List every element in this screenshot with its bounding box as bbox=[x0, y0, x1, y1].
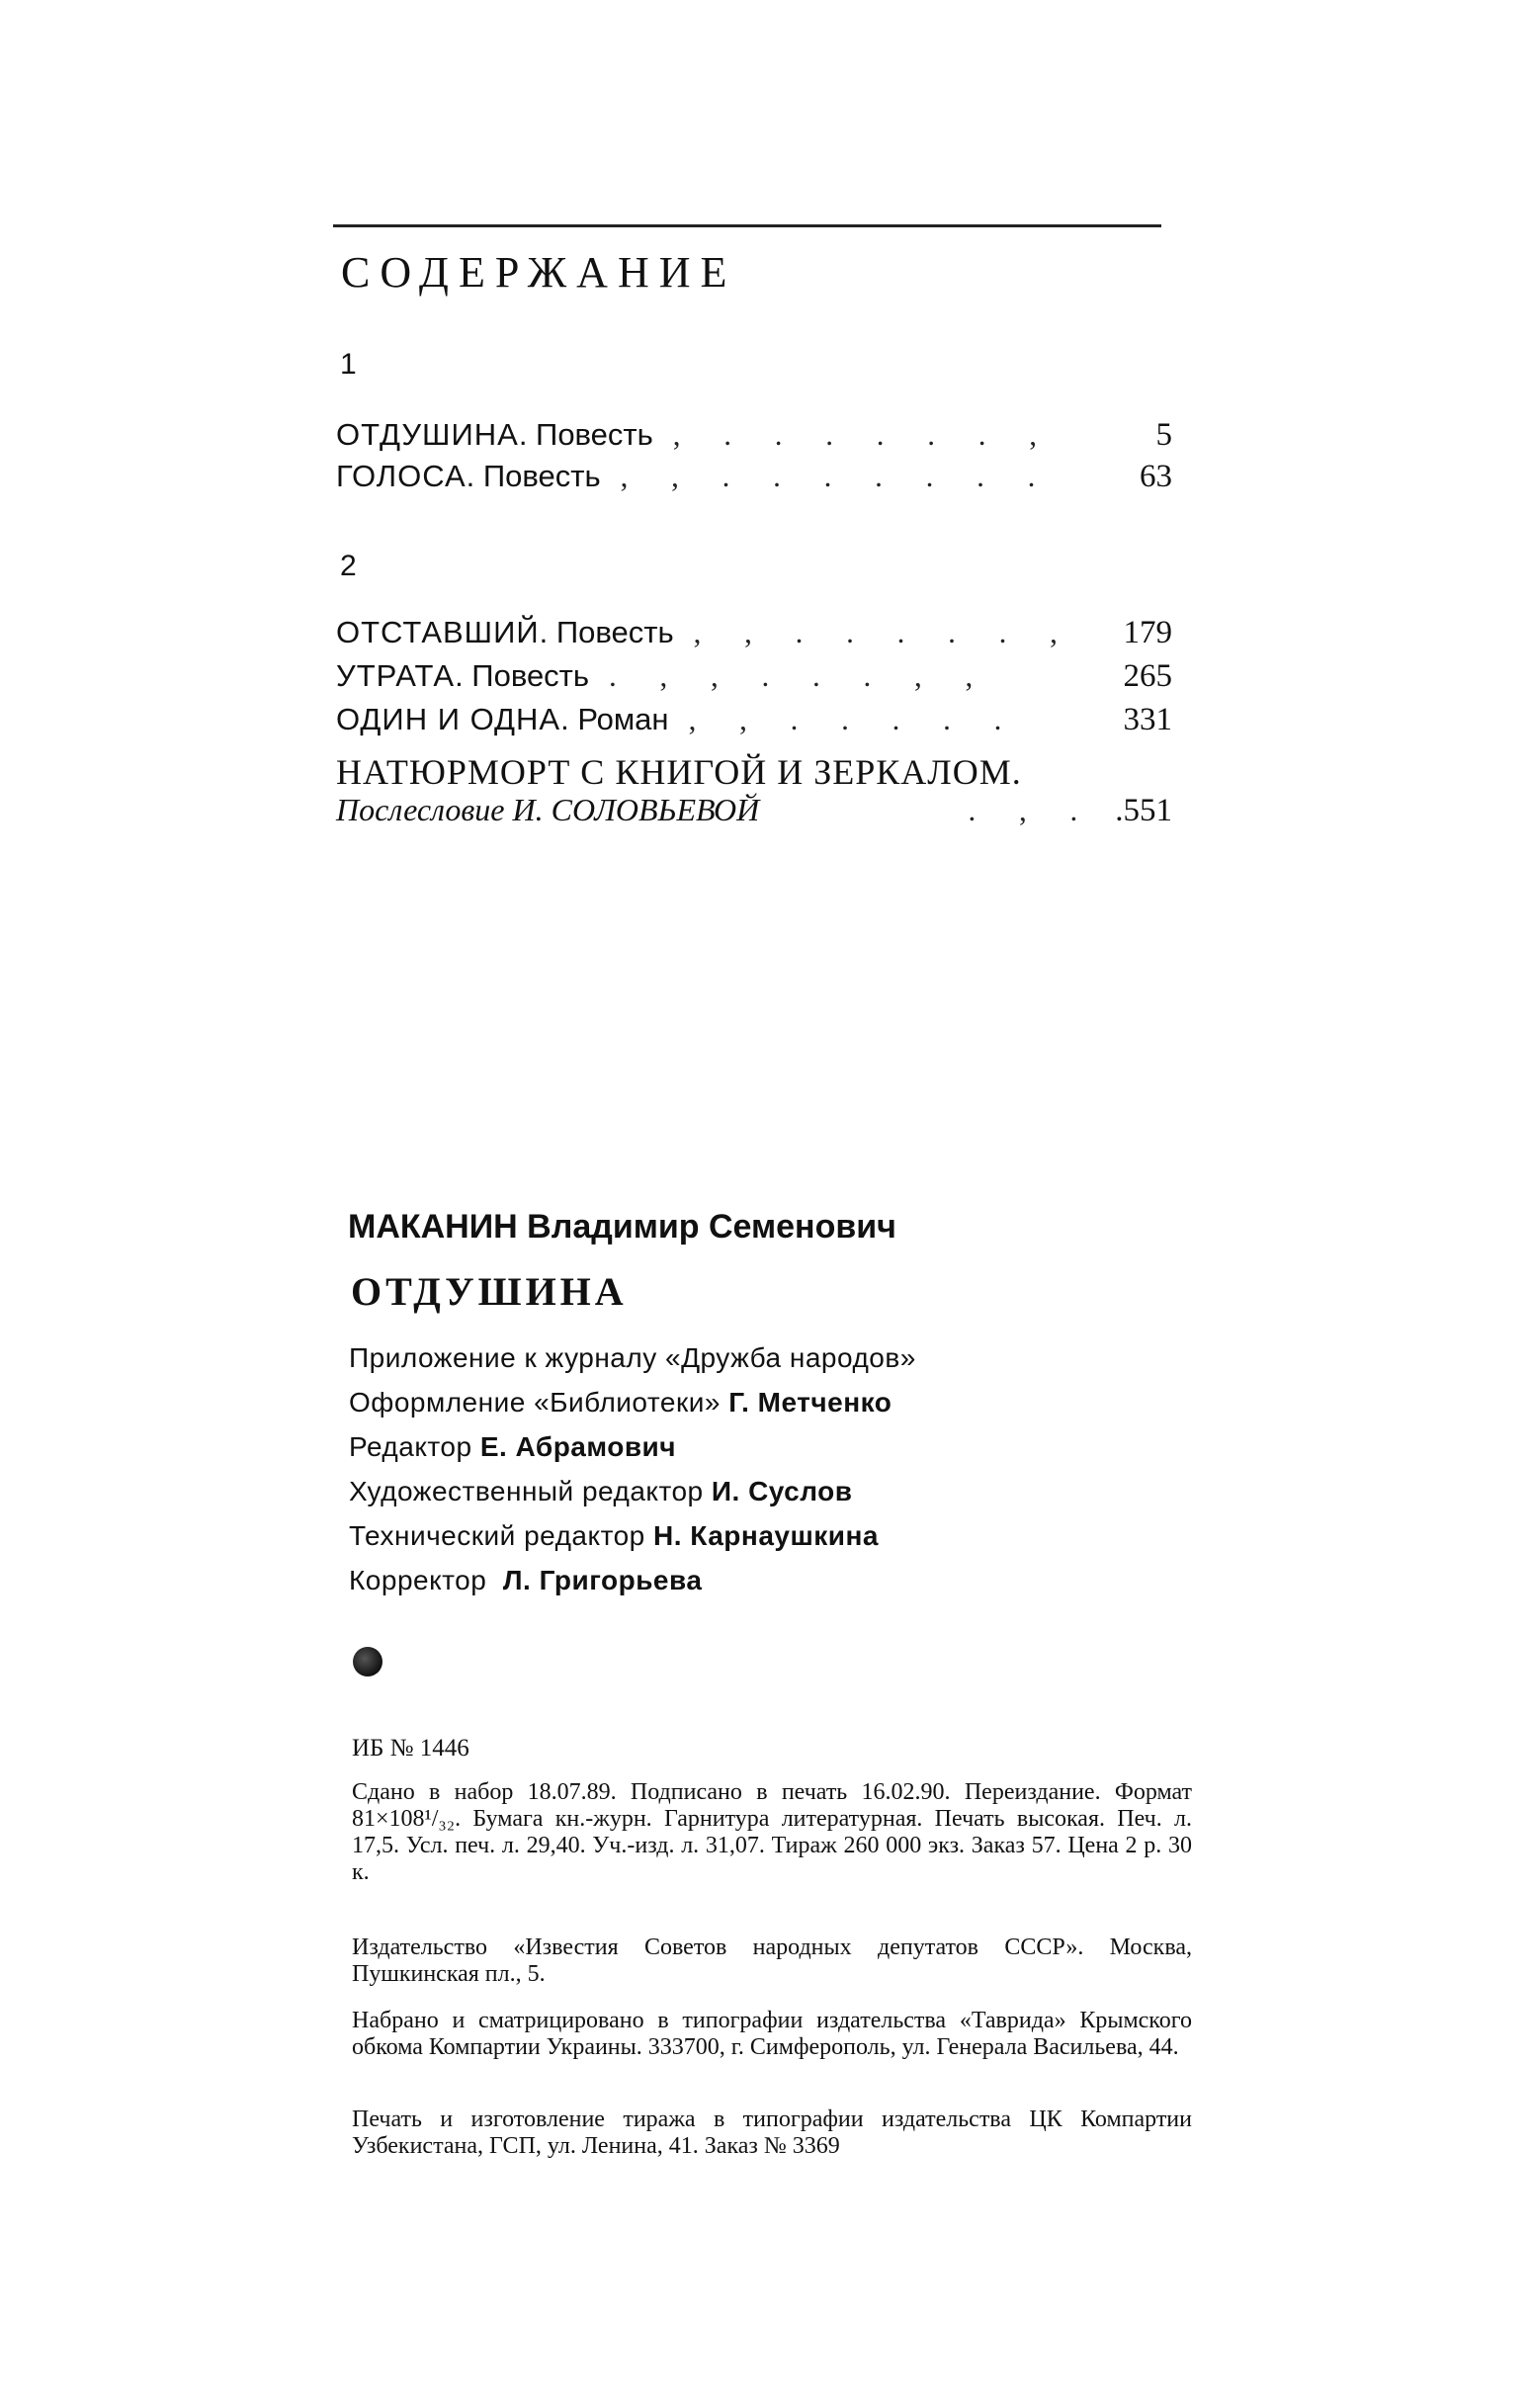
credit-line: Художественный редактор И. Суслов bbox=[349, 1476, 853, 1506]
imprint-paragraph: Набрано и сматрицировано в типографии издательства «Таврида» Крымского обкома Компартии Украины. 333700, г. Симферополь, ул. Генерала Васильева, 44. bbox=[352, 2008, 1192, 2060]
toc-page-number: 265 bbox=[1123, 658, 1172, 694]
toc-afterword-title: НАТЮРМОРТ С КНИГОЙ И ЗЕРКАЛОМ. bbox=[336, 752, 1022, 792]
toc-page-number: 179 bbox=[1123, 615, 1172, 650]
toc-entry-title: ОТДУШИНА. Повесть bbox=[336, 417, 653, 452]
toc-entry-title: ГОЛОСА. Повесть bbox=[336, 459, 601, 493]
toc-entry-afterword bbox=[336, 792, 1172, 833]
toc-entry-golosa bbox=[336, 459, 1172, 500]
toc-afterword-subtitle: Послесловие И. СОЛОВЬЕВОЙ bbox=[336, 792, 760, 827]
toc-page-number: 5 bbox=[1155, 417, 1172, 453]
toc-entry-otdushina bbox=[336, 417, 1172, 459]
toc-page-number: 63 bbox=[1140, 459, 1172, 494]
toc-heading: СОДЕРЖАНИЕ bbox=[341, 248, 737, 297]
imprint-block bbox=[352, 2008, 1192, 2061]
toc-entry-title: ОДИН И ОДНА. Роман bbox=[336, 702, 669, 736]
toc-entry-title: УТРАТА. Повесть bbox=[336, 658, 590, 693]
section-number-2: 2 bbox=[340, 550, 357, 582]
toc-leader-dots: , , . . . . . . . bbox=[620, 459, 1054, 493]
credit-line: Редактор Е. Абрамович bbox=[349, 1431, 676, 1462]
toc-entry-odin-i-odna bbox=[336, 702, 1172, 743]
toc-entry-utrata bbox=[336, 658, 1172, 700]
imprint-block bbox=[352, 1935, 1192, 1988]
top-rule bbox=[333, 224, 1161, 227]
imprint-paragraph: Печать и изготовление тиража в типографии издательства ЦК Компартии Узбекистана, ГСП, ул. Ленина, 41. Заказ № 3369 bbox=[352, 2107, 1192, 2159]
credit-line: Приложение к журналу «Дружба народов» bbox=[349, 1342, 916, 1373]
credit-line: Корректор Л. Григорьева bbox=[349, 1565, 703, 1595]
toc-leader-dots: , , . . . . . bbox=[688, 702, 1020, 736]
toc-entry-otstavshiy bbox=[336, 615, 1172, 656]
credit-line: Технический редактор Н. Карнаушкина bbox=[349, 1520, 880, 1551]
toc-leader-dots: , . . . . . . , bbox=[672, 417, 1056, 452]
toc-leader-dots: . , , . . . , , bbox=[609, 658, 991, 693]
ib-number: ИБ № 1446 bbox=[352, 1735, 469, 1762]
toc-page-number: .551 bbox=[1115, 793, 1172, 828]
imprint-paragraph: Издательство «Известия Советов народных депутатов СССР». Москва, Пушкинская пл., 5. bbox=[352, 1935, 1192, 1987]
book-title: ОТДУШИНА bbox=[351, 1269, 628, 1314]
section-number-1: 1 bbox=[340, 348, 357, 381]
author-name: МАКАНИН Владимир Семенович bbox=[348, 1208, 896, 1246]
toc-page-number: 331 bbox=[1123, 702, 1172, 737]
imprint-block bbox=[352, 2107, 1192, 2160]
publisher-logo-icon bbox=[353, 1647, 382, 1677]
imprint-paragraph: Сдано в набор 18.07.89. Подписано в печать 16.02.90. Переиздание. Формат 81×108¹/₃₂. Бумага кн.-журн. Гарнитура литературная. Печать высокая. Печ. л. 17,5. Усл. печ. л. 29,40. Уч.-изд. л. 31,07. Тираж 260 000 экз. Заказ 57. Цена 2 р. 30 к. bbox=[352, 1779, 1192, 1885]
toc-leader-dots: , , . . . . . , bbox=[693, 615, 1075, 649]
imprint-block bbox=[352, 1779, 1192, 1886]
credit-line: Оформление «Библиотеки» Г. Метченко bbox=[349, 1387, 892, 1418]
toc-entry-title: ОТСТАВШИЙ. Повесть bbox=[336, 615, 674, 649]
toc-leader-dots: . , . bbox=[968, 793, 1096, 827]
